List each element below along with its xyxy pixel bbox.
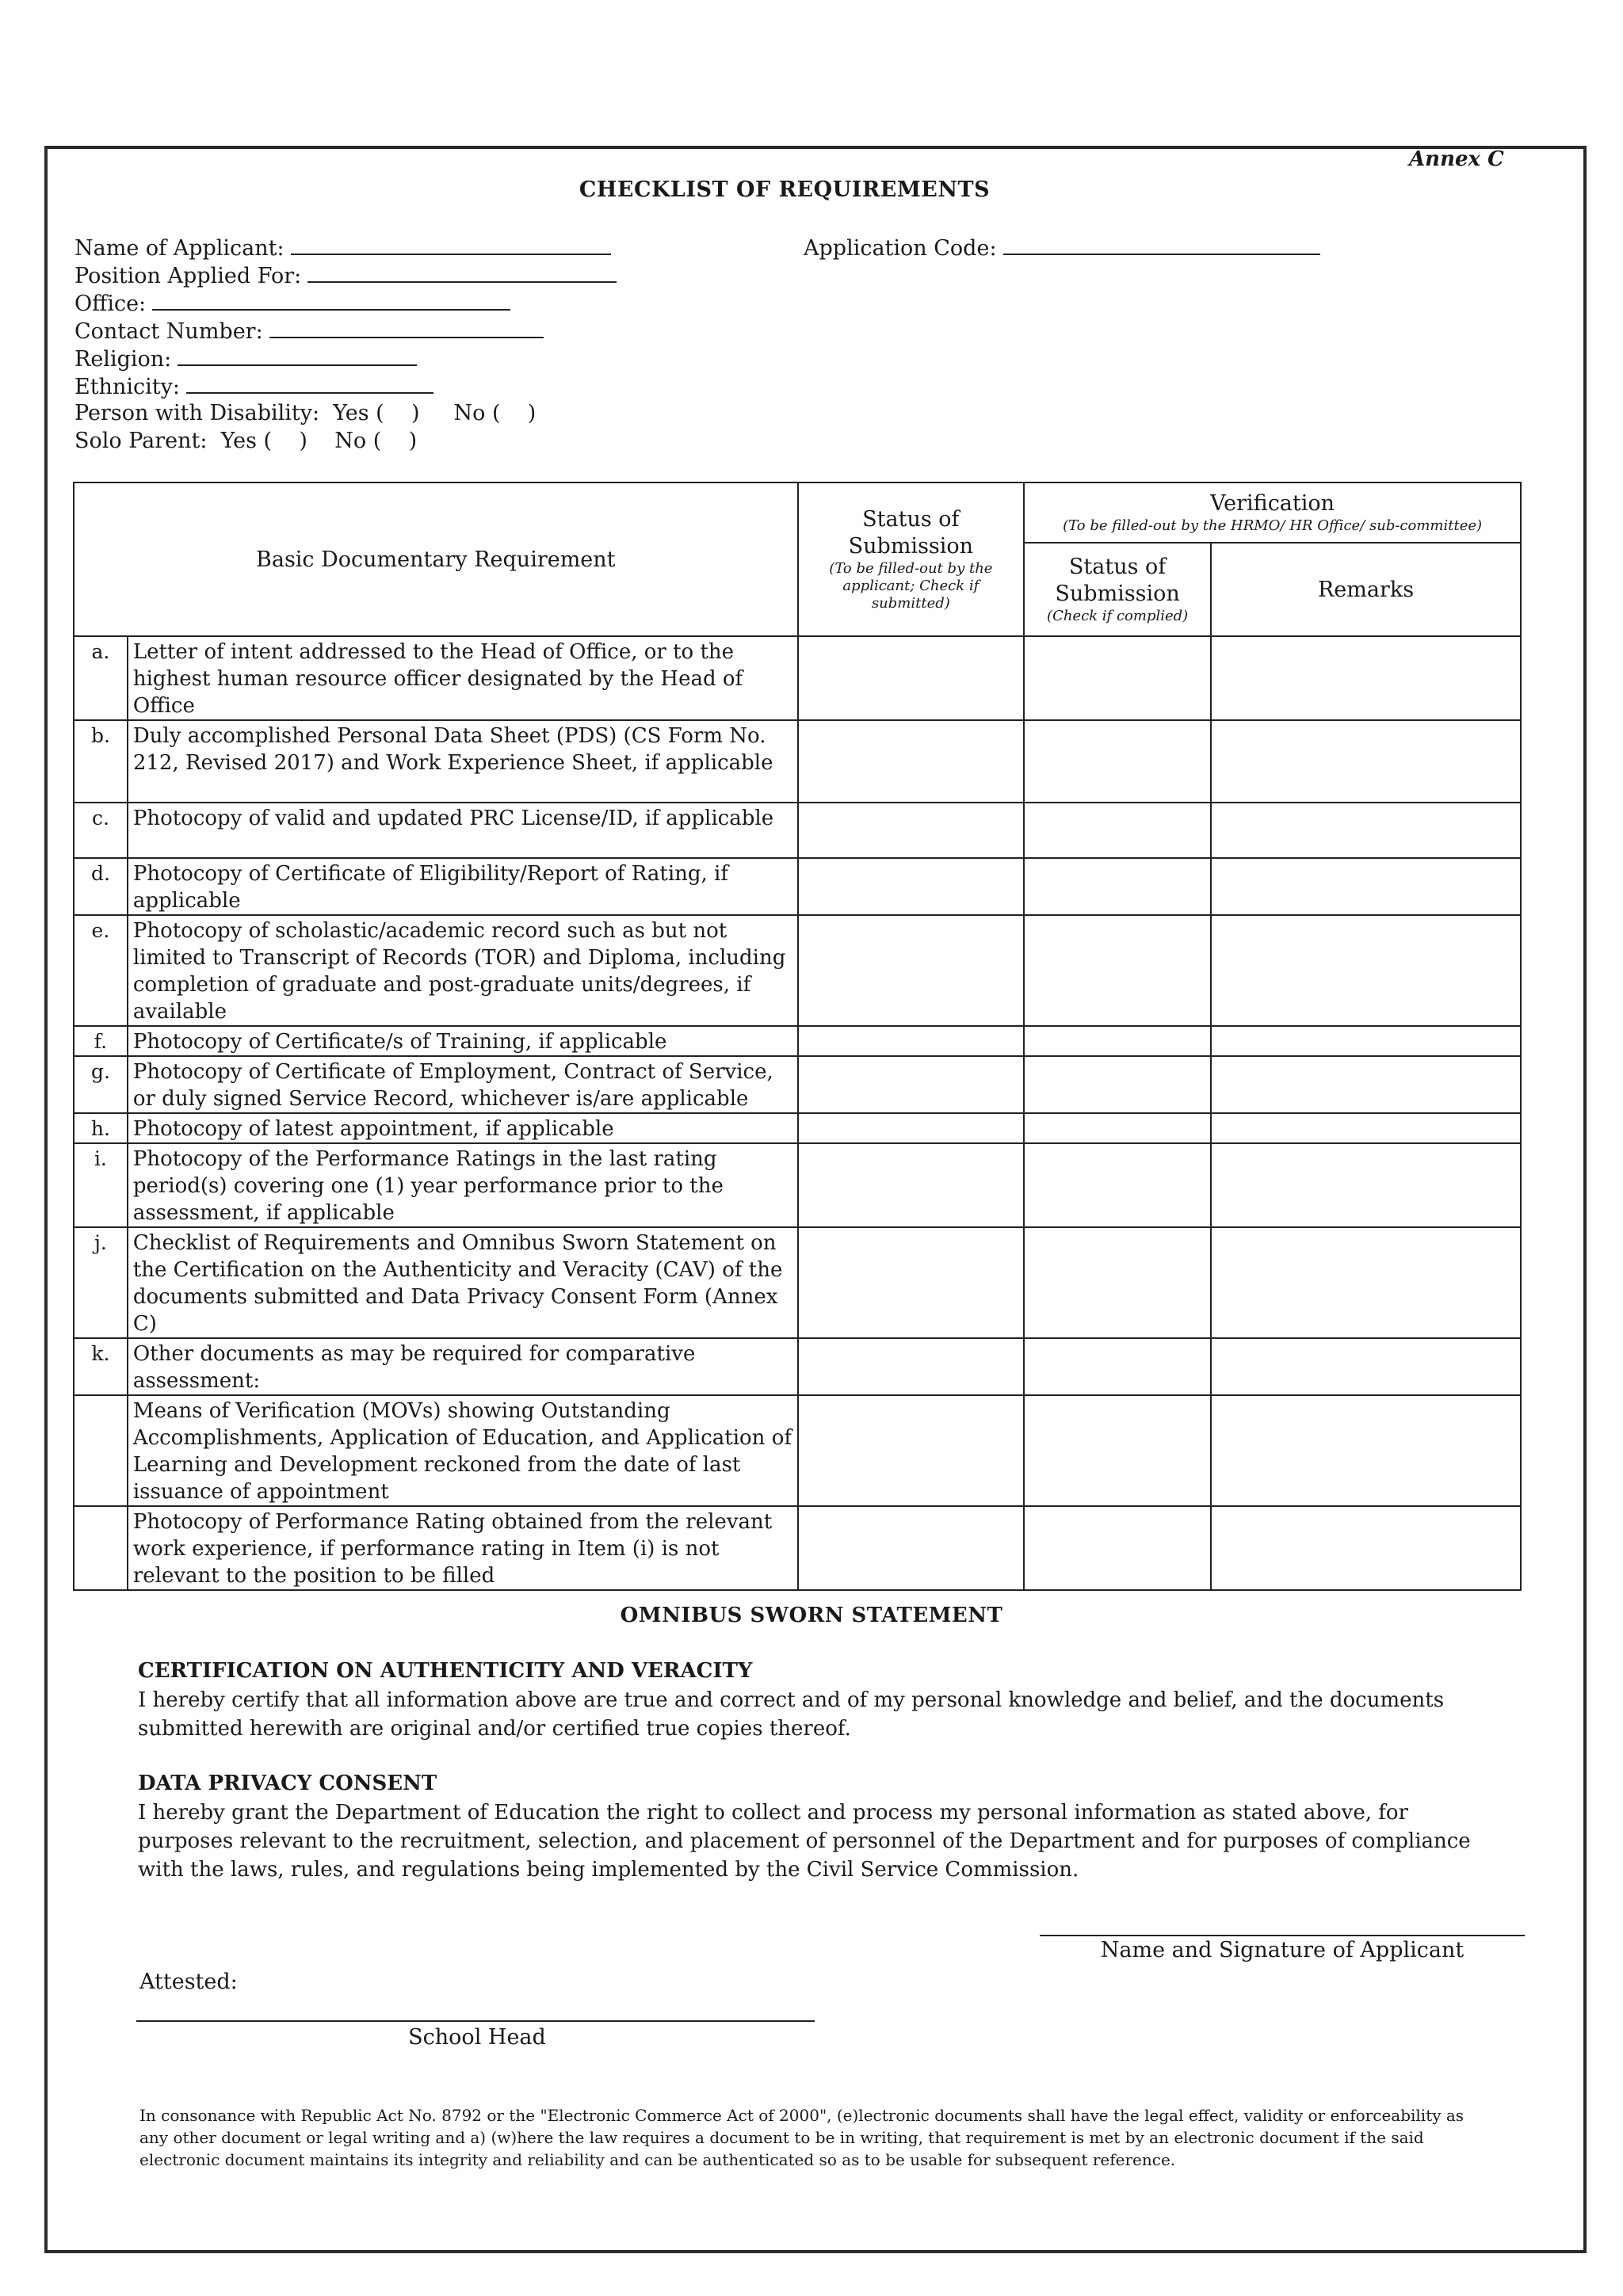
application-code-line[interactable]: [1003, 235, 1320, 255]
ethnicity-field[interactable]: [74, 373, 433, 399]
row-requirement-text: Duly accomplished Personal Data Sheet (PDS) (CS Form No. 212, Revised 2017) and Work Experience Sheet, if applicable: [128, 720, 798, 803]
row-requirement-text: Photocopy of valid and updated PRC License/ID, if applicable: [128, 803, 798, 858]
row-requirement-text: Photocopy of latest appointment, if applicable: [128, 1113, 798, 1143]
header-verification-note: (To be filled-out by the HRMO/ HR Office/ sub-committee): [1063, 517, 1483, 534]
row-letter: d.: [74, 858, 128, 915]
table-row: [74, 1227, 1521, 1338]
ver-status-cell[interactable]: [1024, 1338, 1211, 1395]
status-submission-cell[interactable]: [798, 720, 1025, 803]
name-of-applicant-label: Name of Applicant:: [74, 236, 285, 261]
header-status-submission: [798, 482, 1025, 636]
annex-label: Annex C: [1409, 147, 1504, 171]
row-letter: c.: [74, 803, 128, 858]
status-submission-cell[interactable]: [798, 915, 1025, 1026]
header-ver-status-note: (Check if complied): [1047, 608, 1189, 624]
table-row: [74, 636, 1521, 720]
remarks-cell[interactable]: [1211, 1395, 1521, 1506]
name-of-applicant-field[interactable]: [74, 235, 611, 261]
header-remarks: Remarks: [1211, 543, 1521, 636]
table-row: [74, 1395, 1521, 1506]
remarks-cell[interactable]: [1211, 1143, 1521, 1227]
table-row: [74, 858, 1521, 915]
applicant-signature-line[interactable]: [1040, 1935, 1525, 1936]
remarks-cell[interactable]: [1211, 858, 1521, 915]
row-requirement-text: Letter of intent addressed to the Head of Office, or to the highest human resource officer designated by the Head of Office: [128, 636, 798, 720]
row-requirement-text: Photocopy of Certificate of Eligibility/Report of Rating, if applicable: [128, 858, 798, 915]
remarks-cell[interactable]: [1211, 636, 1521, 720]
status-submission-cell[interactable]: [798, 1143, 1025, 1227]
row-requirement-text: Photocopy of scholastic/academic record such as but not limited to Transcript of Records (TOR) and Diploma, including completion of graduate and post-graduate units/degrees, if available: [128, 915, 798, 1026]
cav-title: CERTIFICATION ON AUTHENTICITY AND VERACITY: [138, 1659, 753, 1683]
row-letter: b.: [74, 720, 128, 803]
ver-status-cell[interactable]: [1024, 1026, 1211, 1056]
page-title: CHECKLIST OF REQUIREMENTS: [579, 177, 991, 202]
status-submission-cell[interactable]: [798, 803, 1025, 858]
row-requirement-text: Means of Verification (MOVs) showing Outstanding Accomplishments, Application of Education, and Application of Learning and Development reckoned from the date of last issuance of appointment: [128, 1395, 798, 1506]
applicant-signature-label: Name and Signature of Applicant: [1100, 1938, 1465, 1962]
ver-status-cell[interactable]: [1024, 915, 1211, 1026]
ver-status-cell[interactable]: [1024, 1113, 1211, 1143]
status-submission-cell[interactable]: [798, 1056, 1025, 1113]
status-submission-cell[interactable]: [798, 1113, 1025, 1143]
remarks-cell[interactable]: [1211, 1026, 1521, 1056]
header-ver-status-title: Status of Submission: [1055, 555, 1180, 606]
school-head-signature-line[interactable]: [136, 2020, 815, 2022]
ver-status-cell[interactable]: [1024, 1143, 1211, 1227]
table-row: [74, 1338, 1521, 1395]
row-letter: [74, 1506, 128, 1590]
privacy-text: I hereby grant the Department of Education the right to collect and process my personal information as stated above, for purposes relevant to the recruitment, selection, and placement of personnel of the Department and for purposes of compliance with the laws, rules, and regulations being implemented by the Civil Service Commission.: [138, 1801, 1471, 1882]
position-applied-label: Position Applied For:: [74, 264, 302, 288]
header-status-title: Status of Submission: [848, 507, 974, 559]
ethnicity-label: Ethnicity:: [74, 375, 180, 399]
row-letter: j.: [74, 1227, 128, 1338]
privacy-title: DATA PRIVACY CONSENT: [138, 1772, 437, 1795]
row-letter: f.: [74, 1026, 128, 1056]
application-code-label: Application Code:: [804, 236, 997, 261]
row-requirement-text: Photocopy of Certificate/s of Training, if applicable: [128, 1026, 798, 1056]
row-letter: e.: [74, 915, 128, 1026]
row-requirement-text: Photocopy of Performance Rating obtained from the relevant work experience, if performance rating in Item (i) is not relevant to the position to be filled: [128, 1506, 798, 1590]
row-letter: i.: [74, 1143, 128, 1227]
ver-status-cell[interactable]: [1024, 803, 1211, 858]
row-requirement-text: Photocopy of Certificate of Employment, Contract of Service, or duly signed Service Record, whichever is/are applicable: [128, 1056, 798, 1113]
application-code-field[interactable]: [804, 235, 1320, 261]
position-applied-field[interactable]: [74, 262, 617, 288]
ver-status-cell[interactable]: [1024, 1056, 1211, 1113]
religion-field[interactable]: [74, 345, 417, 372]
contact-number-field[interactable]: [74, 318, 544, 344]
remarks-cell[interactable]: [1211, 915, 1521, 1026]
cav-text: I hereby certify that all information above are true and correct and of my personal knowledge and belief, and the documents submitted herewith are original and/or certified true copies thereof.: [138, 1688, 1445, 1741]
status-submission-cell[interactable]: [798, 1026, 1025, 1056]
table-row: [74, 1026, 1521, 1056]
omnibus-title: OMNIBUS SWORN STATEMENT: [620, 1604, 1003, 1627]
row-letter: g.: [74, 1056, 128, 1113]
attested-label: Attested:: [139, 1970, 238, 1994]
status-submission-cell[interactable]: [798, 1338, 1025, 1395]
ver-status-cell[interactable]: [1024, 720, 1211, 803]
remarks-cell[interactable]: [1211, 803, 1521, 858]
table-row: [74, 915, 1521, 1026]
position-applied-line[interactable]: [307, 262, 617, 283]
ver-status-cell[interactable]: [1024, 858, 1211, 915]
table-row: [74, 803, 1521, 858]
status-submission-cell[interactable]: [798, 636, 1025, 720]
table-row: [74, 1056, 1521, 1113]
requirements-table: [73, 482, 1522, 1591]
footnote: In consonance with Republic Act No. 8792 or the "Electronic Commerce Act of 2000", (e)lectronic documents shall have the legal effect, validity or enforceability as any other document or legal writing and a) (w)here the law requires a document to be in writing, that requirement is met by an electronic document if the said electronic document maintains its integrity and reliability and can be authenticated so as to be usable for subsequent reference.: [139, 2106, 1465, 2169]
table-row: [74, 1506, 1521, 1590]
remarks-cell[interactable]: [1211, 1056, 1521, 1113]
office-line[interactable]: [152, 290, 510, 311]
ver-status-cell[interactable]: [1024, 636, 1211, 720]
solo-parent-field[interactable]: Solo Parent: Yes ( ) No ( ): [74, 429, 418, 453]
row-requirement-text: Checklist of Requirements and Omnibus Sworn Statement on the Certification on the Authenticity and Veracity (CAV) of the documents submitted and Data Privacy Consent Form (Annex C): [128, 1227, 798, 1338]
religion-label: Religion:: [74, 347, 172, 372]
row-letter: a.: [74, 636, 128, 720]
contact-number-line[interactable]: [269, 318, 544, 338]
ver-status-cell[interactable]: [1024, 1395, 1211, 1506]
ver-status-cell[interactable]: [1024, 1506, 1211, 1590]
table-row: [74, 1143, 1521, 1227]
row-requirement-text: Other documents as may be required for comparative assessment:: [128, 1338, 798, 1395]
status-submission-cell[interactable]: [798, 1395, 1025, 1506]
remarks-cell[interactable]: [1211, 1506, 1521, 1590]
header-ver-status: [1024, 543, 1211, 636]
office-field[interactable]: [74, 290, 510, 316]
contact-number-label: Contact Number:: [74, 319, 263, 344]
status-submission-cell[interactable]: [798, 858, 1025, 915]
row-letter: [74, 1395, 128, 1506]
header-verification-title: Verification: [1210, 491, 1335, 516]
status-submission-cell[interactable]: [798, 1227, 1025, 1338]
religion-line[interactable]: [178, 345, 417, 366]
remarks-cell[interactable]: [1211, 1113, 1521, 1143]
table-row: [74, 1113, 1521, 1143]
header-verification: [1024, 482, 1521, 543]
school-head-label: School Head: [408, 2025, 546, 2050]
name-of-applicant-line[interactable]: [291, 235, 611, 255]
row-requirement-text: Photocopy of the Performance Ratings in the last rating period(s) covering one (1) year performance prior to the assessment, if applicable: [128, 1143, 798, 1227]
table-row: [74, 720, 1521, 803]
ver-status-cell[interactable]: [1024, 1227, 1211, 1338]
office-label: Office:: [74, 292, 147, 316]
remarks-cell[interactable]: [1211, 1227, 1521, 1338]
remarks-cell[interactable]: [1211, 720, 1521, 803]
row-letter: h.: [74, 1113, 128, 1143]
status-submission-cell[interactable]: [798, 1506, 1025, 1590]
pwd-field[interactable]: Person with Disability: Yes ( ) No ( ): [74, 401, 537, 425]
ethnicity-line[interactable]: [186, 373, 433, 394]
header-requirement: Basic Documentary Requirement: [74, 482, 798, 636]
header-status-note: (To be filled-out by the applicant; Check if submitted): [829, 560, 993, 612]
remarks-cell[interactable]: [1211, 1338, 1521, 1395]
row-letter: k.: [74, 1338, 128, 1395]
